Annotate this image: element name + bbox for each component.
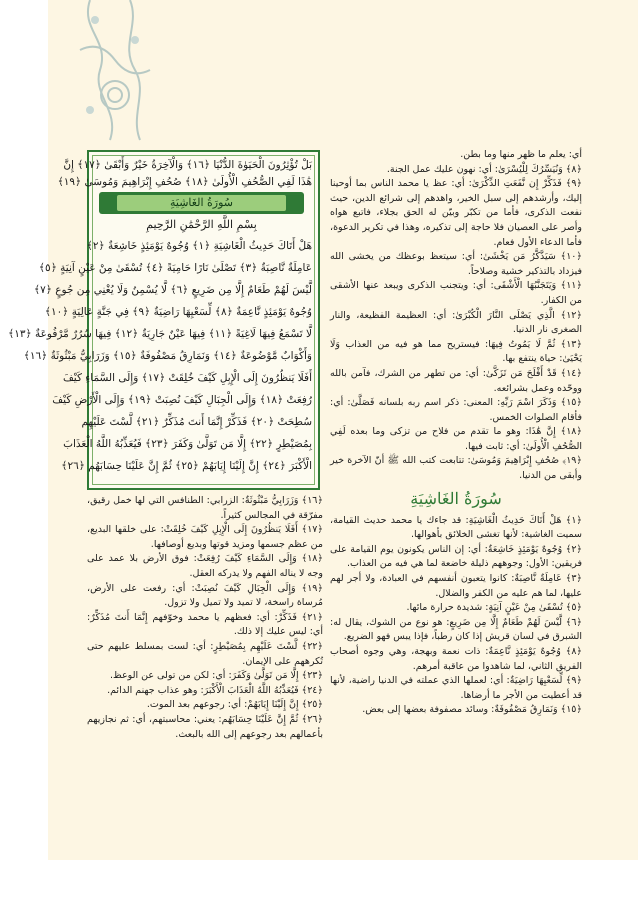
- tafsir-paragraph: ﴿١٠﴾ سَيَذَّكَّرُ مَن يَخْشَىٰ: أي: سيتعظ بوعظك من يخشى الله فيزداد بالتذكير خشية وصلاحاً.: [330, 251, 582, 277]
- tafsir-paragraph: ﴿٢٦﴾ ثُمَّ إِنَّ عَلَيْنَا حِسَابَهُم: يعني: محاسبتهم، أي: ثم نجازيهم بأعمالهم بعد رجوعهم إلى الله بالبعث.: [87, 713, 323, 740]
- tafsir-paragraph: ﴿١٩﴾ صُحُفِ إِبْرَاهِيمَ وَمُوسَىٰ: تتابعت كتب الله ﷺ أنّ الآخرة خير وأبقى من الدنيا.: [330, 455, 582, 482]
- quran-line: بَلْ تُؤْثِرُونَ الْحَيَوٰةَ الدُّنْيَا ﴿١٦﴾ وَالْآخِرَةُ خَيْرٌ وَأَبْقَىٰ ﴿١٧﴾ إِنَّ: [63, 159, 312, 171]
- tafsir-paragraph: ﴿١٨﴾ وَإِلَى السَّمَاءِ كَيْفَ رُفِعَتْ: فوق الأرض بلا عمد على وجه لا يناله الفهم ولا يدركه العقل.: [87, 553, 323, 579]
- tafsir-column-left: [87, 494, 323, 742]
- floral-ornament: [60, 0, 160, 150]
- quran-line: بِمُصَيْطِرٍ ﴿٢٢﴾ إِلَّا مَن تَوَلَّىٰ وَكَفَرَ ﴿٢٣﴾ فَيُعَذِّبُهُ اللَّهُ الْعَذَابَ: [63, 438, 312, 450]
- tafsir-paragraph: ﴿١٦﴾ وَزَرَابِيُّ مَبْثُوثَةٌ: الزرابي: الطنافس التي لها خمل رقيق، مفرّقة في المجالس كثيراً.: [87, 495, 323, 521]
- tafsir-paragraph: ﴿١٧﴾ أَفَلَا يَنظُرُونَ إِلَى الْإِبِلِ كَيْفَ خُلِقَتْ: على خلقها البديع، من عظم جسمها ومزيد قوتها وبديع أوصافها.: [87, 524, 323, 550]
- tafsir-paragraph: ﴿٢﴾ وُجُوهٌ يَوْمَئِذٍ خَاشِعَةٌ: أي: إن الناس يكونون يوم القيامة على فريقين: الأول: وجوههم ذليلة خاضعة لما هي فيه من العذاب.: [330, 543, 582, 570]
- tafsir-paragraph: ﴿١١﴾ وَيَتَجَنَّبُهَا الْأَشْقَى: أي: ويتجنب الذكرى ويبعد عنها الأشقى من الكفار.: [330, 280, 582, 306]
- tafsir-paragraph: ﴿١٨﴾ إِنَّ هَٰذَا: وهو ما تقدم من فلاح من تزكى وما بعده لَفِي الصُّحُفِ الْأُولَىٰ: أي: ثابت فيها.: [330, 426, 582, 452]
- tafsir-paragraph: ﴿١٤﴾ قَدْ أَفْلَحَ مَن تَزَكَّىٰ: أي: من تطهر من الشرك، فآمن بالله ووحّده وعمل بشرائعه.: [330, 367, 582, 394]
- surah-banner-title: سُورَةُ الغَاشِيَةِ: [117, 195, 286, 211]
- tafsir-paragraph: أي: يعلم ما ظهر منها وما بطن.: [460, 149, 582, 160]
- quran-text-frame: [8, 150, 320, 490]
- tafsir-paragraph: ﴿٩﴾ فَذَكِّرْ إِن نَّفَعَتِ الذِّكْرَىٰ: أي: عظ يا محمد الناس بما أوحينا إليك، وأرشدهم إلى سبل الخير، واهدهم إلى شرائع الدين، حيث نفعت الذكرى، فأما من تكبّر وبيّن له الحق بجلاء، فاتبع هواه وأصر على العصيان فلا حاجة إلى تذكيره، وهذا في تكرير الدعوة، فأما الدعاء الأول فعام.: [330, 178, 582, 248]
- tafsir-paragraph: ﴿٦﴾ لَّيْسَ لَهُمْ طَعَامٌ إِلَّا مِن ضَرِيعٍ: هو نوع من الشوك، يقال له: الشبرق في لسان قريش إذا كان رطباً، فإذا يبس فهو الضريع.: [330, 616, 582, 643]
- tafsir-paragraph: ﴿١﴾ هَلْ أَتَاكَ حَدِيثُ الْغَاشِيَةِ: قد جاءك يا محمد حديث القيامة، سميت الغاشية: لأنها تغشى الخلائق بأهوالها.: [330, 514, 582, 541]
- quran-line: الْأَكْبَرَ ﴿٢٤﴾ إِنَّ إِلَيْنَا إِيَابَهُمْ ﴿٢٥﴾ ثُمَّ إِنَّ عَلَيْنَا حِسَابَهُم ﴿٢٦﴾: [61, 460, 312, 472]
- quran-line: وُجُوهٌ يَوْمَئِذٍ نَّاعِمَةٌ ﴿٨﴾ لِّسَعْيِهَا رَاضِيَةٌ ﴿٩﴾ فِي جَنَّةٍ عَالِيَةٍ ﴿١٠﴾: [44, 306, 312, 318]
- tafsir-paragraph: ﴿٥﴾ تُسْقَىٰ مِنْ عَيْنٍ آنِيَةٍ: شديدة حرارة مائها.: [406, 602, 582, 614]
- tafsir-paragraph: ﴿٢٢﴾ لَّسْتَ عَلَيْهِم بِمُصَيْطِرٍ: أي: لست بمسلط عليهم حتى تُكرههم على الإيمان.: [87, 640, 323, 667]
- quran-line: لَّيْسَ لَهُمْ طَعَامٌ إِلَّا مِن ضَرِيعٍ ﴿٦﴾ لَّا يُسْمِنُ وَلَا يُغْنِي مِن جُوعٍ ﴿٧﴾: [33, 284, 312, 296]
- surah-banner: [99, 192, 304, 214]
- quran-line: أَفَلَا يَنظُرُونَ إِلَى الْإِبِلِ كَيْفَ خُلِقَتْ ﴿١٧﴾ وَإِلَى السَّمَاءِ كَيْفَ: [62, 372, 312, 384]
- surah-heading: سُورَةُ الغَاشِيَةِ: [410, 488, 502, 508]
- basmala: بِسْمِ اللَّهِ الرَّحْمَٰنِ الرَّحِيمِ: [146, 218, 257, 231]
- tafsir-paragraph: ﴿٨﴾ وَنُيَسِّرُكَ لِلْيُسْرَىٰ: أي: نهون عليك عمل الجنة.: [386, 163, 582, 175]
- quran-line: وَأَكْوَابٌ مَّوْضُوعَةٌ ﴿١٤﴾ وَنَمَارِقُ مَصْفُوفَةٌ ﴿١٥﴾ وَزَرَابِيُّ مَبْثُوثَةٌ ﴿١٦﴾: [23, 350, 312, 362]
- tafsir-paragraph: ﴿٩﴾ لِّسَعْيِهَا رَاضِيَةٌ: أي: لعملها الذي عملته في الدنيا راضية، لأنها قد أعطيت من الأجر ما أرضاها.: [330, 675, 582, 701]
- tafsir-paragraph: ﴿٢٣﴾ إِلَّا مَن تَوَلَّىٰ وَكَفَرَ: أي: لكن من تولى عن الوعظ.: [109, 670, 323, 682]
- tafsir-paragraph: ﴿١٣﴾ ثُمَّ لَا يَمُوتُ فِيهَا: فيستريح مما هو فيه من العذاب وَلَا يَحْيَىٰ: حياة ينتفع بها.: [330, 338, 582, 365]
- tafsir-paragraph: ﴿١٥﴾ وَنَمَارِقُ مَصْفُوفَةٌ: وسائد مصفوفة بعضها إلى بعض.: [362, 704, 582, 716]
- tafsir-paragraph: ﴿١٢﴾ الَّذِي يَصْلَى النَّارَ الْكُبْرَىٰ: أي: العظيمة الفظيعة، والنار الصغرى نار الدنيا.: [330, 309, 582, 336]
- quran-line: رُفِعَتْ ﴿١٨﴾ وَإِلَى الْجِبَالِ كَيْفَ نُصِبَتْ ﴿١٩﴾ وَإِلَى الْأَرْضِ كَيْفَ: [52, 394, 312, 406]
- quran-line: لَّا تَسْمَعُ فِيهَا لَاغِيَةً ﴿١١﴾ فِيهَا عَيْنٌ جَارِيَةٌ ﴿١٢﴾ فِيهَا سُرُرٌ مَّرْفُوعَةٌ ﴿١٣﴾: [8, 328, 312, 340]
- tafsir-paragraph: ﴿٢٥﴾ إِنَّ إِلَيْنَا إِيَابَهُمْ: أي: رجوعهم بعد الموت.: [146, 699, 323, 711]
- tafsir-paragraph: ﴿٢٤﴾ فَيُعَذِّبُهُ اللَّهُ الْعَذَابَ الْأَكْبَرَ: وهو عذاب جهنم الدائم.: [107, 684, 323, 696]
- tafsir-paragraph: ﴿٣﴾ عَامِلَةٌ نَّاصِبَةٌ: كانوا يتعبون أنفسهم في العبادة، ولا أجر لهم عليها، لما هم عليه من الكفر والضلال.: [330, 573, 582, 599]
- tafsir-paragraph: ﴿١٩﴾ وَإِلَى الْجِبَالِ كَيْفَ نُصِبَتْ: أي: رفعت على الأرض، مُرساة راسخة، لا تميد ولا تميل ولا تزول.: [87, 582, 323, 609]
- tafsir-paragraph: ﴿٨﴾ وُجُوهٌ يَوْمَئِذٍ نَّاعِمَةٌ: ذات نعمة وبهجة، وهي وجوه أصحاب الفريق الثاني، لما شاهدوا من عاقبة أمرهم.: [330, 646, 582, 672]
- tafsir-paragraph: ﴿٢١﴾ فَذَكِّرْ: أي: فعظهم يا محمد وخوّفهم إِنَّمَا أَنتَ مُذَكِّرٌ: أي: ليس عليك إلا ذلك.: [87, 611, 323, 638]
- quran-line: عَامِلَةٌ نَّاصِبَةٌ ﴿٣﴾ تَصْلَىٰ نَارًا حَامِيَةً ﴿٤﴾ تُسْقَىٰ مِنْ عَيْنٍ آنِيَةٍ ﴿٥﴾: [38, 262, 312, 274]
- quran-line: هَٰذَا لَفِي الصُّحُفِ الْأُولَىٰ ﴿١٨﴾ صُحُفِ إِبْرَاهِيمَ وَمُوسَىٰ ﴿١٩﴾: [57, 176, 312, 188]
- quran-line: هَلْ أَتَاكَ حَدِيثُ الْغَاشِيَةِ ﴿١﴾ وُجُوهٌ يَوْمَئِذٍ خَاشِعَةٌ ﴿٢﴾: [86, 240, 312, 252]
- tafsir-column-right: [330, 148, 582, 718]
- quran-line: سُطِحَتْ ﴿٢٠﴾ فَذَكِّرْ إِنَّمَا أَنتَ مُذَكِّرٌ ﴿٢١﴾ لَّسْتَ عَلَيْهِم: [81, 416, 312, 428]
- tafsir-paragraph: ﴿١٥﴾ وَذَكَرَ اسْمَ رَبِّهِ: المعنى: ذكر اسم ربه بلسانه فَصَلَّىٰ: أي: فأقام الصلوات الخمس.: [330, 397, 582, 423]
